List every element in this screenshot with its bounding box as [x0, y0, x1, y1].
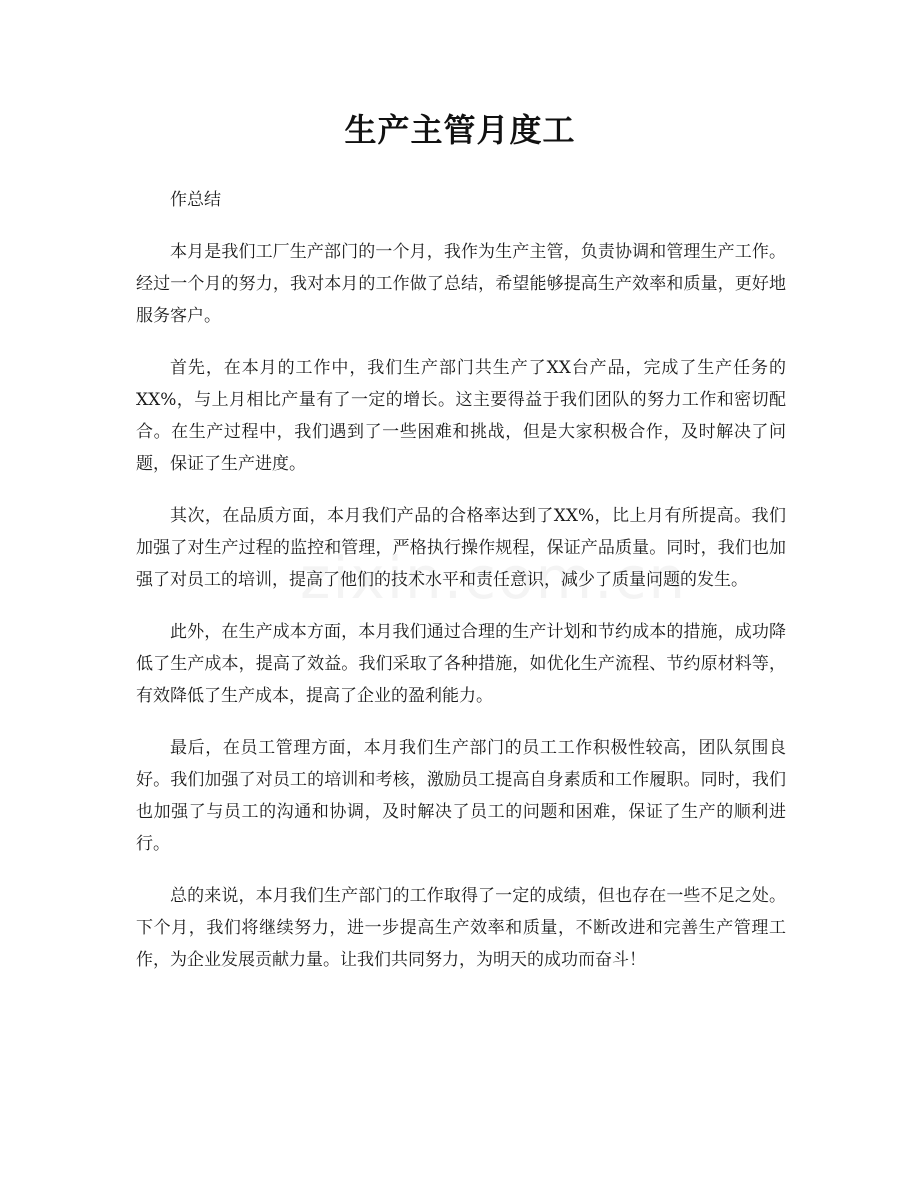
- paragraph-conclusion: 总的来说，本月我们生产部门的工作取得了一定的成绩，但也存在一些不足之处。下个月，我们将继续努力，进一步提高生产效率和质量，不断改进和完善生产管理工作，为企业发展贡献力量。让我们共同努力，为明天的成功而奋斗！: [136, 886, 786, 970]
- paragraph-intro: 本月是我们工厂生产部门的一个月，我作为生产主管，负责协调和管理生产工作。经过一个月的努力，我对本月的工作做了总结，希望能够提高生产效率和质量，更好地服务客户。: [136, 242, 786, 326]
- paragraph-quality: 其次，在品质方面，本月我们产品的合格率达到了XX%，比上月有所提高。我们加强了对生产过程的监控和管理，严格执行操作规程，保证产品质量。同时，我们也加强了对员工的培训，提高了他们的技术水平和责任意识，减少了质量问题的发生。: [136, 506, 786, 590]
- paragraph-title-continuation: 作总结: [170, 190, 221, 210]
- document-title: 生产主管月度工: [344, 111, 576, 149]
- paragraph-production: 首先，在本月的工作中，我们生产部门共生产了XX台产品，完成了生产任务的XX%，与上月相比产量有了一定的增长。这主要得益于我们团队的努力工作和密切配合。在生产过程中，我们遇到了一些困难和挑战，但是大家积极合作，及时解决了问题，保证了生产进度。: [136, 358, 786, 474]
- paragraph-cost: 此外，在生产成本方面，本月我们通过合理的生产计划和节约成本的措施，成功降低了生产成本，提高了效益。我们采取了各种措施，如优化生产流程、节约原材料等，有效降低了生产成本，提高了企业的盈利能力。: [136, 622, 786, 706]
- document-body: [136, 184, 786, 996]
- paragraph-staff: 最后，在员工管理方面，本月我们生产部门的员工工作积极性较高，团队氛围良好。我们加强了对员工的培训和考核，激励员工提高自身素质和工作履职。同时，我们也加强了与员工的沟通和协调，及时解决了员工的问题和困难，保证了生产的顺利进行。: [136, 738, 786, 854]
